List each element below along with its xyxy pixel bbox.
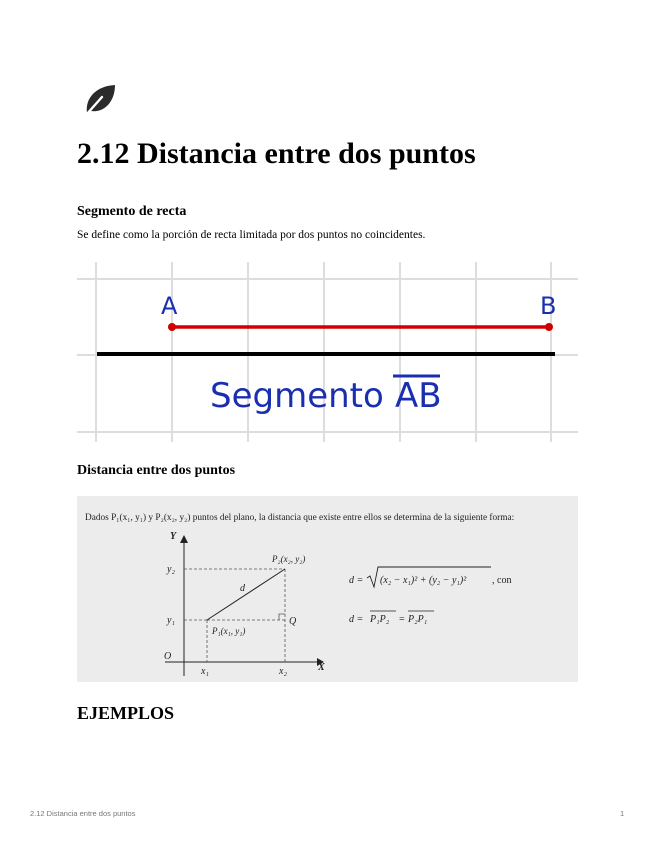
formula2-lhs: d = [349,614,364,625]
section-heading-segmento: Segmento de recta [77,204,187,219]
segment-name: AB [395,376,442,416]
axis-x-label: X [318,662,325,673]
formula2-eq: = [399,614,405,625]
origin-label: O [164,651,172,662]
distance-line [207,569,285,620]
footer-title: 2.12 Distancia entre dos puntos [30,809,136,818]
q-label: Q [289,616,297,627]
distance-figure [77,496,578,682]
point-b [545,323,553,331]
section-heading-ejemplos: EJEMPLOS [77,703,175,723]
label-a: A [161,292,178,320]
x1-label: x₁ [201,666,209,677]
p1-label: P₁(x₁, y₁) [212,626,246,636]
x2-label: x₂ [279,666,287,677]
figure-intro: Dados P₁(x₁, y₁) y P₂(x₂, y₂) puntos del plano, la distancia que existe entre ellos se determina de la siguiente forma: [85,513,515,523]
section-heading-distancia: Distancia entre dos puntos [77,463,236,478]
leaf-icon [82,82,118,118]
y1-label: y₁ [167,615,175,626]
d-label: d [240,583,245,594]
section-text-segmento: Se define como la porción de recta limitada por dos puntos no coincidentes. [77,229,426,241]
footer-page-number: 1 [620,809,625,818]
page-title: 2.12 Distancia entre dos puntos [77,137,476,170]
segment-caption: Segmento [210,376,384,416]
formula2-b: P₂P₁ [408,614,428,625]
point-a [168,323,176,331]
formula-lhs: d = [349,575,364,586]
formula2-a: P₁P₂ [370,614,390,625]
segment-figure [77,262,578,442]
axis-y-label: Y [170,531,177,542]
formula-body: (x₂ − x₁)² + (y₂ − y₁)² [380,575,467,586]
formula-tail: , con [492,575,512,586]
p2-label: P₂(x₂, y₂) [272,554,306,564]
y2-label: y₂ [167,564,175,575]
label-b: B [540,292,557,320]
